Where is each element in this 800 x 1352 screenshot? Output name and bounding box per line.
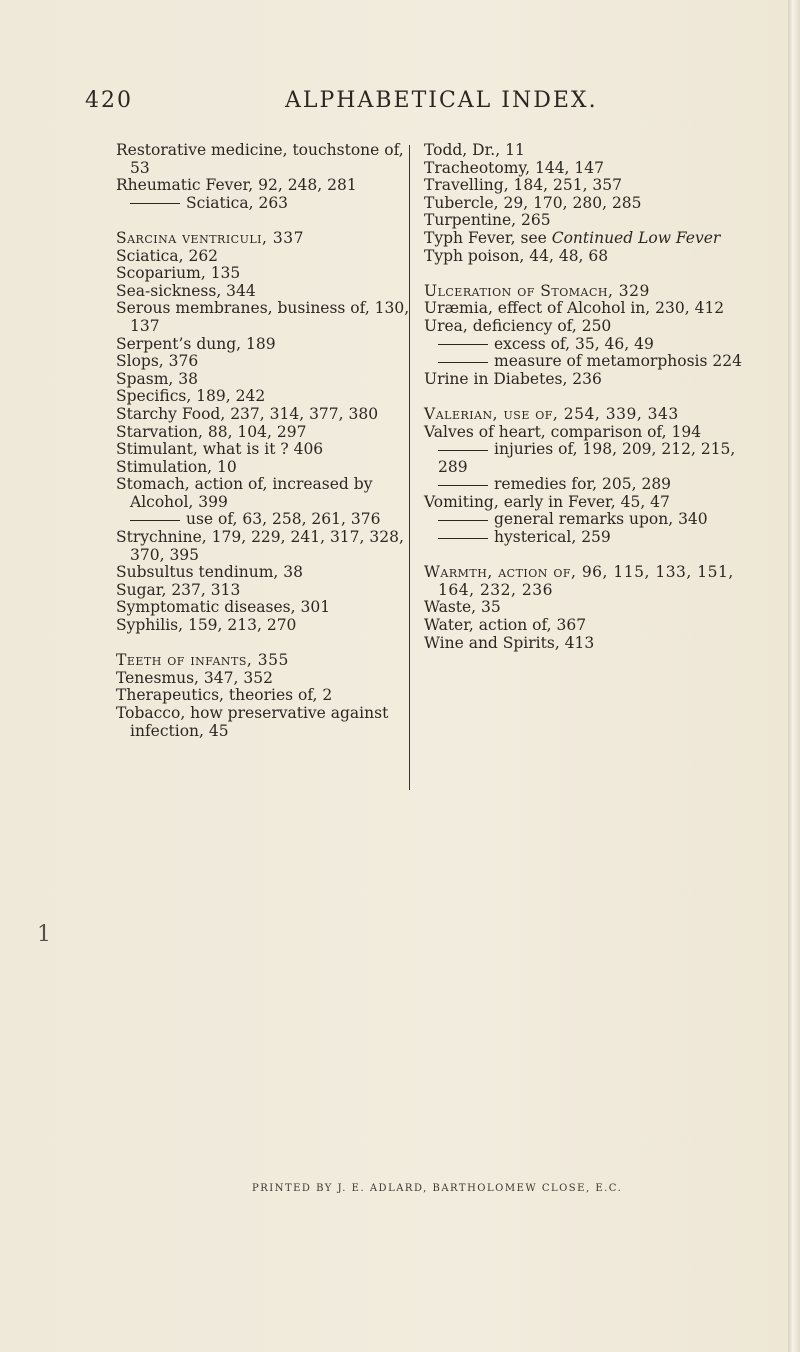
entry-gap (424, 547, 744, 565)
index-entry (116, 529, 416, 564)
ditto-dash (438, 344, 488, 345)
entry-text: hysterical, 259 (494, 528, 611, 547)
index-entry (424, 371, 744, 389)
entry-text: Starvation, 88, 104, 297 (116, 422, 307, 441)
entry-text: Sciatica, 263 (186, 193, 289, 212)
index-entry (424, 406, 744, 424)
entry-text: Sarcina ventriculi, 337 (116, 228, 304, 247)
entry-text: Typh poison, 44, 48, 68 (424, 246, 609, 265)
entry-text: general remarks upon, 340 (494, 510, 708, 529)
entry-text: injuries of, 198, 209, 212, 215, 289 (438, 440, 736, 476)
ditto-dash (438, 362, 488, 363)
entry-text: Sea-sickness, 344 (116, 281, 256, 300)
entry-text: Subsultus tendinum, 38 (116, 563, 304, 582)
index-entry (424, 511, 744, 529)
index-entry (424, 635, 744, 653)
index-entry (116, 441, 416, 459)
index-entry (424, 599, 744, 617)
entry-text: Symptomatic diseases, 301 (116, 598, 331, 617)
entry-text: Stomach, action of, increased by Alcohol, 399 (116, 475, 373, 511)
index-entry (116, 599, 416, 617)
index-entry (424, 195, 744, 213)
index-entry (424, 142, 744, 160)
entry-text: Urea, deficiency of, 250 (424, 316, 612, 335)
entry-text: Scoparium, 135 (116, 264, 241, 283)
index-entry (116, 459, 416, 477)
ditto-dash (130, 520, 180, 521)
column-divider (409, 145, 410, 790)
index-entry (116, 388, 416, 406)
index-entry (424, 617, 744, 635)
entry-text: Tobacco, how preservative against infection, 45 (116, 704, 389, 740)
index-entry (116, 564, 416, 582)
entry-text: Uræmia, effect of Alcohol in, 230, 412 (424, 299, 725, 318)
index-entry (116, 424, 416, 442)
index-entry (424, 424, 744, 442)
entry-text: Stimulant, what is it ? 406 (116, 440, 324, 459)
entry-text: Wine and Spirits, 413 (424, 633, 595, 652)
entry-text: Waste, 35 (424, 598, 501, 617)
entry-text: use of, 63, 258, 261, 376 (186, 510, 381, 529)
index-entry (116, 230, 416, 248)
index-entry (116, 652, 416, 670)
index-entry (424, 494, 744, 512)
index-entry (116, 353, 416, 371)
entry-italic: Continued Low Fever (551, 228, 721, 247)
index-entry (424, 336, 744, 354)
index-entry (116, 265, 416, 283)
entry-text: Tracheotomy, 144, 147 (424, 158, 604, 177)
entry-text: Serpent’s dung, 189 (116, 334, 276, 353)
entry-text: Rheumatic Fever, 92, 248, 281 (116, 176, 357, 195)
page-number: 420 (85, 88, 133, 113)
index-entry (116, 582, 416, 600)
index-entry (116, 687, 416, 705)
index-entry (116, 511, 416, 529)
entry-text: Typh Fever, see (424, 228, 552, 247)
entry-gap (424, 388, 744, 406)
entry-text: Vomiting, early in Fever, 45, 47 (424, 492, 670, 511)
index-entry (116, 617, 416, 635)
ditto-dash (438, 485, 488, 486)
entry-text: Travelling, 184, 251, 357 (424, 176, 623, 195)
entry-text: Urine in Diabetes, 236 (424, 369, 602, 388)
entry-text: Turpentine, 265 (424, 211, 551, 230)
index-entry (424, 177, 744, 195)
ditto-dash (438, 450, 488, 451)
index-entry (424, 564, 744, 599)
index-entry (424, 353, 744, 371)
index-column-right (424, 142, 744, 652)
page-header (85, 88, 705, 118)
index-entry (116, 177, 416, 195)
entry-text: Tenesmus, 347, 352 (116, 668, 273, 687)
index-entry (116, 371, 416, 389)
printer-footer: PRINTED BY J. E. ADLARD, BARTHOLOMEW CLOSE, E.C. (252, 1183, 623, 1194)
index-entry (424, 230, 744, 248)
index-entry (424, 160, 744, 178)
index-entry (116, 476, 416, 511)
entry-text: Strychnine, 179, 229, 241, 317, 328, 370, 395 (116, 528, 404, 564)
index-entry (424, 300, 744, 318)
entry-text: Sugar, 237, 313 (116, 580, 241, 599)
page-edge (788, 0, 800, 1352)
index-entry (116, 248, 416, 266)
index-entry (424, 283, 744, 301)
entry-text: Serous membranes, business of, 130, 137 (116, 299, 410, 335)
entry-text: Warmth, action of, 96, 115, 133, 151, 164, 232, 236 (424, 563, 734, 599)
entry-text: Valerian, use of, 254, 339, 343 (424, 404, 679, 423)
index-entry (116, 142, 416, 177)
index-entry (116, 283, 416, 301)
index-entry (116, 406, 416, 424)
index-entry (116, 336, 416, 354)
index-entry (116, 670, 416, 688)
entry-text: Syphilis, 159, 213, 270 (116, 616, 297, 635)
index-entry (424, 441, 744, 476)
index-entry (116, 300, 416, 335)
entry-text: Spasm, 38 (116, 369, 199, 388)
entry-text: Restorative medicine, touchstone of, 53 (116, 141, 404, 177)
margin-mark: 1 (37, 922, 51, 947)
index-entry (424, 318, 744, 336)
entry-text: excess of, 35, 46, 49 (494, 334, 654, 353)
ditto-dash (438, 538, 488, 539)
index-entry (424, 529, 744, 547)
entry-gap (116, 212, 416, 230)
entry-text: measure of metamorphosis 224 (494, 352, 742, 371)
index-entry (424, 248, 744, 266)
entry-text: Sciatica, 262 (116, 246, 219, 265)
entry-text: Todd, Dr., 11 (424, 141, 525, 159)
index-column-left (116, 142, 416, 740)
ditto-dash (438, 520, 488, 521)
page-title: ALPHABETICAL INDEX. (285, 88, 598, 113)
ditto-dash (130, 203, 180, 204)
entry-text: Stimulation, 10 (116, 457, 237, 476)
entry-text: Specifics, 189, 242 (116, 387, 266, 406)
entry-text: Ulceration of Stomach, 329 (424, 281, 650, 300)
entry-text: Starchy Food, 237, 314, 377, 380 (116, 404, 379, 423)
index-entry (116, 705, 416, 740)
entry-text: Therapeutics, theories of, 2 (116, 686, 333, 705)
entry-text: Valves of heart, comparison of, 194 (424, 422, 702, 441)
index-entry (424, 212, 744, 230)
entry-text: remedies for, 205, 289 (494, 475, 672, 494)
index-entry (424, 476, 744, 494)
entry-text: Slops, 376 (116, 352, 199, 371)
entry-text: Water, action of, 367 (424, 616, 587, 635)
entry-text: Tubercle, 29, 170, 280, 285 (424, 193, 642, 212)
entry-gap (424, 265, 744, 283)
entry-text: Teeth of infants, 355 (116, 651, 289, 670)
entry-gap (116, 635, 416, 653)
index-entry (116, 195, 416, 213)
